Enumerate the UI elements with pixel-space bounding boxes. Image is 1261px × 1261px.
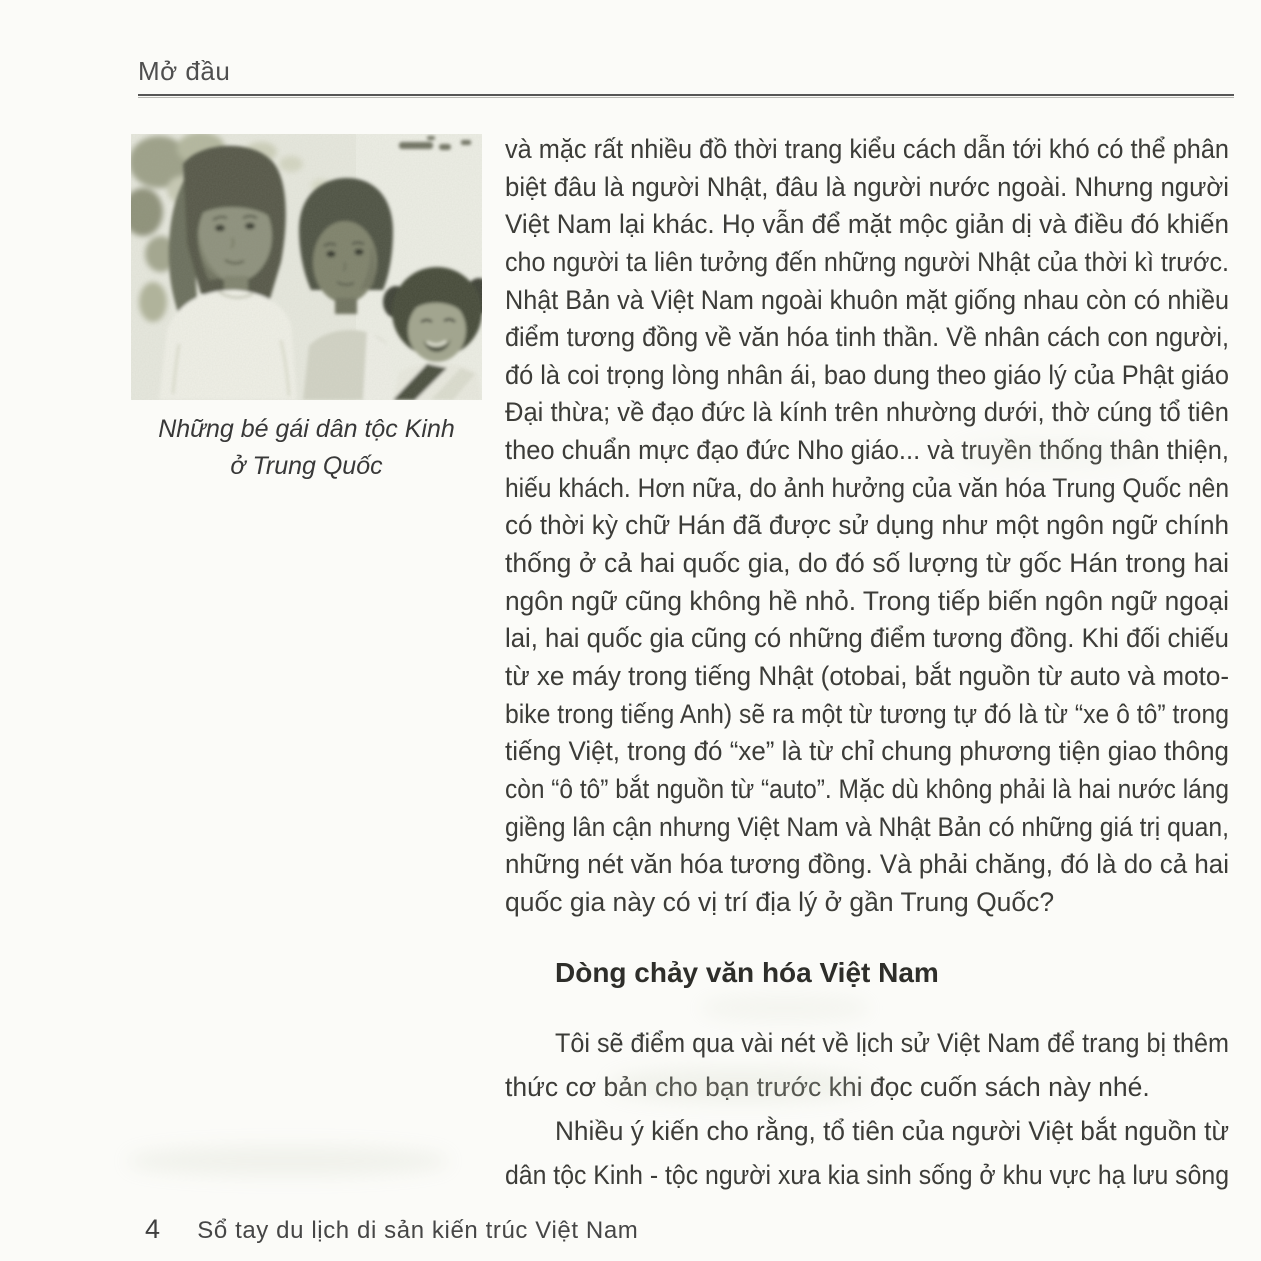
page-footer <box>145 1214 638 1245</box>
scan-artifact <box>128 1146 448 1176</box>
book-title: Sổ tay du lịch di sản kiến trúc Việt Nam <box>197 1217 639 1244</box>
running-header <box>138 56 230 87</box>
photo-caption-line2: ở Trung Quốc <box>230 452 383 480</box>
photo-kinh-girls <box>131 134 482 400</box>
photo-caption <box>131 411 482 485</box>
chapter-title: Mở đầu <box>138 56 231 86</box>
body-paragraph-2: Tôi sẽ điểm qua vài nét về lịch sử Việt Nam để trang bị thêm thức cơ bản cho bạn trước khi đọc cuốn sách này nhé. <box>505 1028 1229 1103</box>
section-heading: Dòng chảy văn hóa Việt Nam <box>555 957 939 989</box>
body-paragraph-1: và mặc rất nhiều đồ thời trang kiểu cách dẫn tới khó có thể phân biệt đâu là người Nhật, đâu là người nước ngoài. Nhưng người Việt Nam lại khác. Họ vẫn để mặt mộc giản dị và điều đó khiến cho người ta liên tưởng đến những người Nhật của thời kì trước. Nhật Bản và Việt Nam ngoài khuôn mặt giống nhau còn có nhiều điểm tương đồng về văn hóa tinh thần. Về nhân cách con người, đó là coi trọng lòng nhân ái, bao dung theo giáo lý của Phật giáo Đại thừa; về đạo đức là kính trên nhường dưới, thờ cúng tổ tiên theo chuẩn mực đạo đức Nho giáo... và truyền thống thân thiện, hiếu khách. Hơn nữa, do ảnh hưởng của văn hóa Trung Quốc nên có thời kỳ chữ Hán đã được sử dụng như một ngôn ngữ chính thống ở cả hai quốc gia, do đó số lượng từ gốc Hán trong hai ngôn ngữ cũng không hề nhỏ. Trong tiếp biến ngôn ngữ ngoại lai, hai quốc gia cũng có những điểm tương đồng. Khi đối chiếu từ xe máy trong tiếng Nhật (otobai, bắt nguồn từ auto và moto- bike trong tiếng Anh) sẽ ra một từ tương tự đó là từ “xe ô tô” trong tiếng Việt, trong đó “xe” là từ chỉ chung phương tiện giao thông còn “ô tô” bắt nguồn từ “auto”. Mặc dù không phải là hai nước láng giềng lân cận nhưng Việt Nam và Nhật Bản có những giá trị quan, những nét văn hóa tương đồng. Và phải chăng, đó là do cả hai quốc gia này có vị trí địa lý ở gần Trung Quốc? <box>505 134 1229 917</box>
page-number: 4 <box>145 1214 161 1244</box>
header-rule <box>138 94 1234 96</box>
main-text-column <box>505 131 1229 1197</box>
photo-caption-line1: Những bé gái dân tộc Kinh <box>158 415 455 443</box>
photo-figure <box>131 134 482 485</box>
body-paragraph-3: Nhiều ý kiến cho rằng, tổ tiên của người Việt bắt nguồn từ dân tộc Kinh - tộc người xưa kia sinh sống ở khu vực hạ lưu sông <box>505 1116 1229 1191</box>
